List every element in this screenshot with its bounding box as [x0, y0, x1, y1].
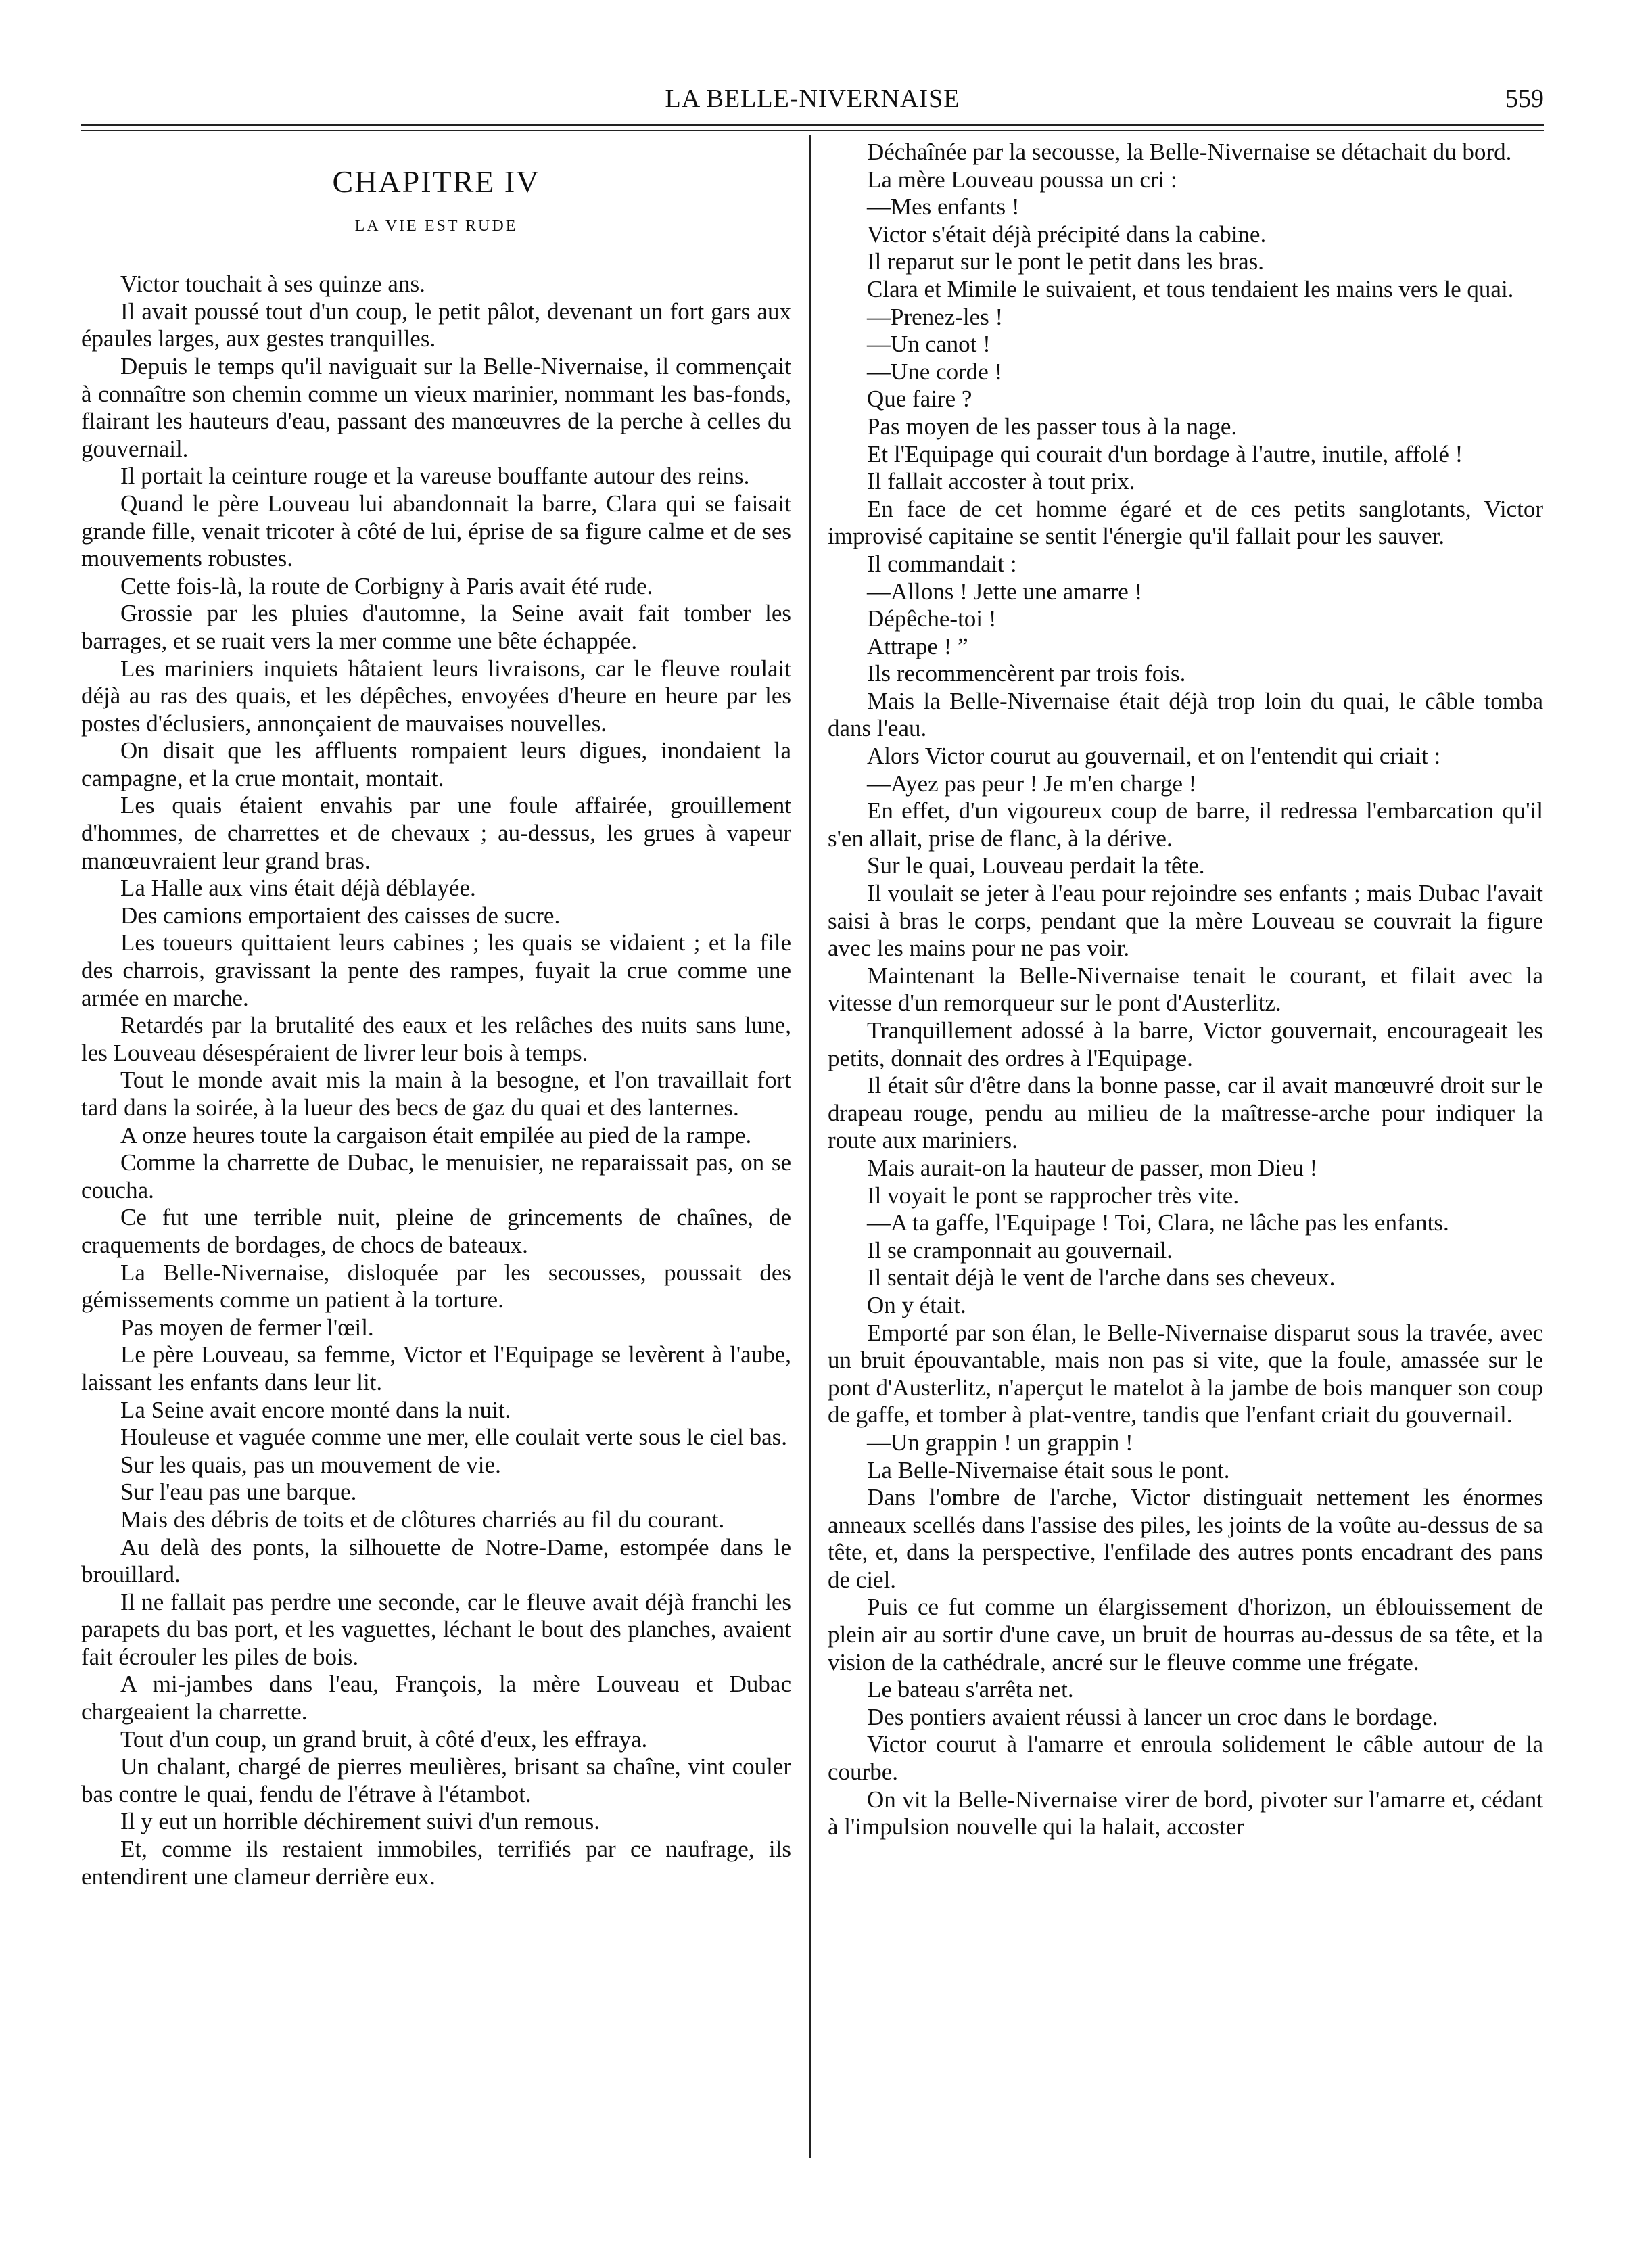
paragraph: Les mariniers inquiets hâtaient leurs livraisons, car le fleuve roulait déjà au ras des quais, et les dépêches, envoyées d'heure en heure par les postes d'éclusiers, annonçaient de mauvaises nouvelles. — [81, 655, 791, 737]
paragraph: La mère Louveau poussa un cri : — [867, 166, 1177, 193]
paragraph: En face de cet homme égaré et de ces petits sanglotants, Victor improvisé capitaine se sentit l'énergie qu'il fallait pour les sauver. — [828, 495, 1543, 550]
paragraph: Sur le quai, Louveau perdait la tête. — [867, 852, 1205, 879]
paragraph: Clara et Mimile le suivaient, et tous tendaient les mains vers le quai. — [867, 275, 1514, 302]
paragraph: —Prenez-les ! — [867, 303, 1004, 330]
paragraph: En effet, d'un vigoureux coup de barre, il redressa l'embarcation qu'il s'en allait, prise de flanc, à la dérive. — [828, 797, 1543, 852]
paragraph: —Ayez pas peur ! Je m'en charge ! — [867, 770, 1197, 797]
paragraph: Sur l'eau pas une barque. — [120, 1479, 357, 1506]
left-column-text — [81, 271, 791, 1891]
paragraph: Des camions emportaient des caisses de sucre. — [120, 902, 561, 929]
paragraph: Sur les quais, pas un mouvement de vie. — [120, 1451, 501, 1478]
column-divider — [809, 135, 811, 2158]
paragraph: Cette fois-là, la route de Corbigny à Paris avait été rude. — [120, 572, 653, 599]
paragraph: Il ne fallait pas perdre une seconde, car le fleuve avait déjà franchi les parapets du bas port, et les vaguettes, léchant le bout des planches, avaient fait écrouler les piles de bois. — [81, 1588, 791, 1670]
paragraph: Comme la charrette de Dubac, le menuisier, ne reparaissait pas, on se coucha. — [81, 1149, 791, 1203]
paragraph: Emporté par son élan, le Belle-Nivernaise disparut sous la travée, avec un bruit épouvantable, mais non pas si vite, que la foule, amassée sur le pont d'Austerlitz, n'aperçut le matelot à la jambe de bois manquer son coup de gaffe, et tomber à plat-ventre, tandis que l'enfant criait du gouvernail. — [828, 1319, 1543, 1429]
paragraph: —A ta gaffe, l'Equipage ! Toi, Clara, ne lâche pas les enfants. — [867, 1209, 1449, 1236]
paragraph: Il voulait se jeter à l'eau pour rejoindre ses enfants ; mais Dubac l'avait saisi à bras le corps, pendant que la mère Louveau se couvrait la figure avec les mains pour ne pas voir. — [828, 880, 1543, 962]
paragraph: La Belle-Nivernaise était sous le pont. — [867, 1456, 1230, 1483]
paragraph: Grossie par les pluies d'automne, la Seine avait fait tomber les barrages, et se ruait vers la mer comme une bête échappée. — [81, 600, 791, 654]
paragraph: Il portait la ceinture rouge et la vareuse bouffante autour des reins. — [120, 463, 750, 490]
paragraph: Il fallait accoster à tout prix. — [867, 468, 1135, 495]
paragraph: On disait que les affluents rompaient leurs digues, inondaient la campagne, et la crue montait, montait. — [81, 737, 791, 791]
paragraph: Au delà des ponts, la silhouette de Notre-Dame, estompée dans le brouillard. — [81, 1533, 791, 1588]
paragraph: Tranquillement adossé à la barre, Victor gouvernait, encourageait les petits, donnait des ordres à l'Equipage. — [828, 1017, 1543, 1071]
page-header — [81, 80, 1544, 120]
paragraph: Pas moyen de les passer tous à la nage. — [867, 413, 1238, 440]
paragraph: —Un grappin ! un grappin ! — [867, 1429, 1133, 1456]
paragraph: Déchaînée par la secousse, la Belle-Nivernaise se détachait du bord. — [867, 139, 1512, 165]
paragraph: —Une corde ! — [867, 358, 1003, 385]
paragraph: A mi-jambes dans l'eau, François, la mère Louveau et Dubac chargeaient la charrette. — [81, 1671, 791, 1726]
paragraph: Victor s'était déjà précipité dans la cabine. — [867, 221, 1267, 248]
header-rule-thick — [81, 124, 1544, 126]
paragraph: La Seine avait encore monté dans la nuit. — [120, 1396, 511, 1423]
paragraph: Ils recommencèrent par trois fois. — [867, 660, 1186, 687]
paragraph: —Mes enfants ! — [867, 193, 1020, 221]
page-number: 559 — [1505, 85, 1544, 113]
paragraph: Que faire ? — [867, 386, 972, 413]
paragraph: Il voyait le pont se rapprocher très vite. — [867, 1182, 1240, 1209]
paragraph: La Halle aux vins était déjà déblayée. — [120, 875, 476, 902]
chapter-title: CHAPITRE IV — [332, 164, 540, 199]
paragraph: Et, comme ils restaient immobiles, terrifiés par ce naufrage, ils entendirent une clameur derrière eux. — [81, 1836, 791, 1890]
paragraph: Mais des débris de toits et de clôtures charriés au fil du courant. — [120, 1506, 725, 1533]
chapter-subtitle: LA VIE EST RUDE — [354, 216, 518, 235]
paragraph: Il se cramponnait au gouvernail. — [867, 1236, 1173, 1264]
paragraph: A onze heures toute la cargaison était empilée au pied de la rampe. — [120, 1121, 752, 1149]
paragraph: Il y eut un horrible déchirement suivi d'un remous. — [120, 1808, 600, 1835]
paragraph: Des pontiers avaient réussi à lancer un croc dans le bordage. — [867, 1703, 1438, 1730]
paragraph: Victor courut à l'amarre et enroula solidement le câble autour de la courbe. — [828, 1731, 1543, 1786]
right-column — [828, 139, 1543, 1841]
paragraph: Mais la Belle-Nivernaise était déjà trop loin du quai, le câble tomba dans l'eau. — [828, 687, 1543, 742]
paragraph: Les toueurs quittaient leurs cabines ; les quais se vidaient ; et la file des charrois, gravissant la pente des rampes, fuyait la crue comme une armée en marche. — [81, 929, 791, 1011]
paragraph: Victor touchait à ses quinze ans. — [120, 271, 425, 298]
running-title: LA BELLE-NIVERNAISE — [665, 85, 960, 113]
paragraph: Quand le père Louveau lui abandonnait la barre, Clara qui se faisait grande fille, venait tricoter à côté de lui, éprise de sa figure calme et de ses mouvements robustes. — [81, 490, 791, 572]
paragraph: Ce fut une terrible nuit, pleine de grincements de chaînes, de craquements de bordages, de chocs de bateaux. — [81, 1204, 791, 1258]
paragraph: Tout le monde avait mis la main à la besogne, et l'on travaillait fort tard dans la soirée, à la lueur des becs de gaz du quai et des lanternes. — [81, 1067, 791, 1121]
paragraph: Les quais étaient envahis par une foule affairée, grouillement d'hommes, de charrettes et de chevaux ; au-dessus, les grues à vapeur manœuvraient leur grand bras. — [81, 792, 791, 874]
paragraph: Dans l'ombre de l'arche, Victor distinguait nettement les énormes anneaux scellés dans l'assise des piles, les joints de la voûte au-dessus de sa tête, et, dans la perspective, l'enfilade des autres ponts encadrant des pans de ciel. — [828, 1484, 1543, 1593]
paragraph: Le père Louveau, sa femme, Victor et l'Equipage se levèrent à l'aube, laissant les enfants dans leur lit. — [81, 1341, 791, 1395]
paragraph: Il sentait déjà le vent de l'arche dans ses cheveux. — [867, 1264, 1336, 1291]
paragraph: —Un canot ! — [867, 331, 991, 358]
paragraph: Il était sûr d'être dans la bonne passe, car il avait manœuvré droit sur le drapeau rouge, pendu au milieu de la maîtresse-arche pour indiquer la route aux mariniers. — [828, 1072, 1543, 1154]
right-column-text — [828, 139, 1543, 1841]
paragraph: Dépêche-toi ! — [867, 605, 997, 632]
paragraph: Attrape ! ” — [867, 632, 968, 659]
paragraph: Alors Victor courut au gouvernail, et on l'entendit qui criait : — [867, 743, 1441, 770]
paragraph: La Belle-Nivernaise, disloquée par les secousses, poussait des gémissements comme un patient à la torture. — [81, 1259, 791, 1314]
paragraph: Il avait poussé tout d'un coup, le petit pâlot, devenant un fort gars aux épaules larges, aux gestes tranquilles. — [81, 298, 791, 352]
paragraph: Un chalant, chargé de pierres meulières, brisant sa chaîne, vint couler bas contre le quai, fendu de l'étrave à l'étambot. — [81, 1753, 791, 1807]
paragraph: Il commandait : — [867, 550, 1017, 577]
paragraph: On y était. — [867, 1291, 966, 1318]
paragraph: Le bateau s'arrêta net. — [867, 1676, 1074, 1703]
paragraph: Houleuse et vaguée comme une mer, elle coulait verte sous le ciel bas. — [120, 1424, 787, 1451]
left-column — [81, 139, 791, 1891]
paragraph: Pas moyen de fermer l'œil. — [120, 1314, 374, 1341]
paragraph: Et l'Equipage qui courait d'un bordage à l'autre, inutile, affolé ! — [867, 440, 1463, 467]
paragraph: On vit la Belle-Nivernaise virer de bord, pivoter sur l'amarre et, cédant à l'impulsion nouvelle qui la halait, accoster — [828, 1786, 1543, 1841]
paragraph: Il reparut sur le pont le petit dans les bras. — [867, 248, 1265, 275]
paragraph: Puis ce fut comme un élargissement d'horizon, un éblouissement de plein air au sortir d'une cave, un bruit de hourras au-dessus de sa tête, et la vision de la cathédrale, ancré sur le fleuve comme une frégate. — [828, 1594, 1543, 1675]
header-rule-thin — [81, 130, 1544, 131]
paragraph: Mais aurait-on la hauteur de passer, mon Dieu ! — [867, 1154, 1318, 1181]
paragraph: Maintenant la Belle-Nivernaise tenait le courant, et filait avec la vitesse d'un remorqueur sur le pont d'Austerlitz. — [828, 962, 1543, 1017]
paragraph: Depuis le temps qu'il naviguait sur la Belle-Nivernaise, il commençait à connaître son chemin comme un vieux marinier, nommant les bas-fonds, flairant les hauteurs d'eau, passant des manœuvres de la perche à celles du gouvernail. — [81, 352, 791, 462]
paragraph: Retardés par la brutalité des eaux et les relâches des nuits sans lune, les Louveau désespéraient de livrer leur bois à temps. — [81, 1012, 791, 1066]
paragraph: —Allons ! Jette une amarre ! — [867, 578, 1143, 605]
paragraph: Tout d'un coup, un grand bruit, à côté d'eux, les effraya. — [120, 1726, 648, 1753]
